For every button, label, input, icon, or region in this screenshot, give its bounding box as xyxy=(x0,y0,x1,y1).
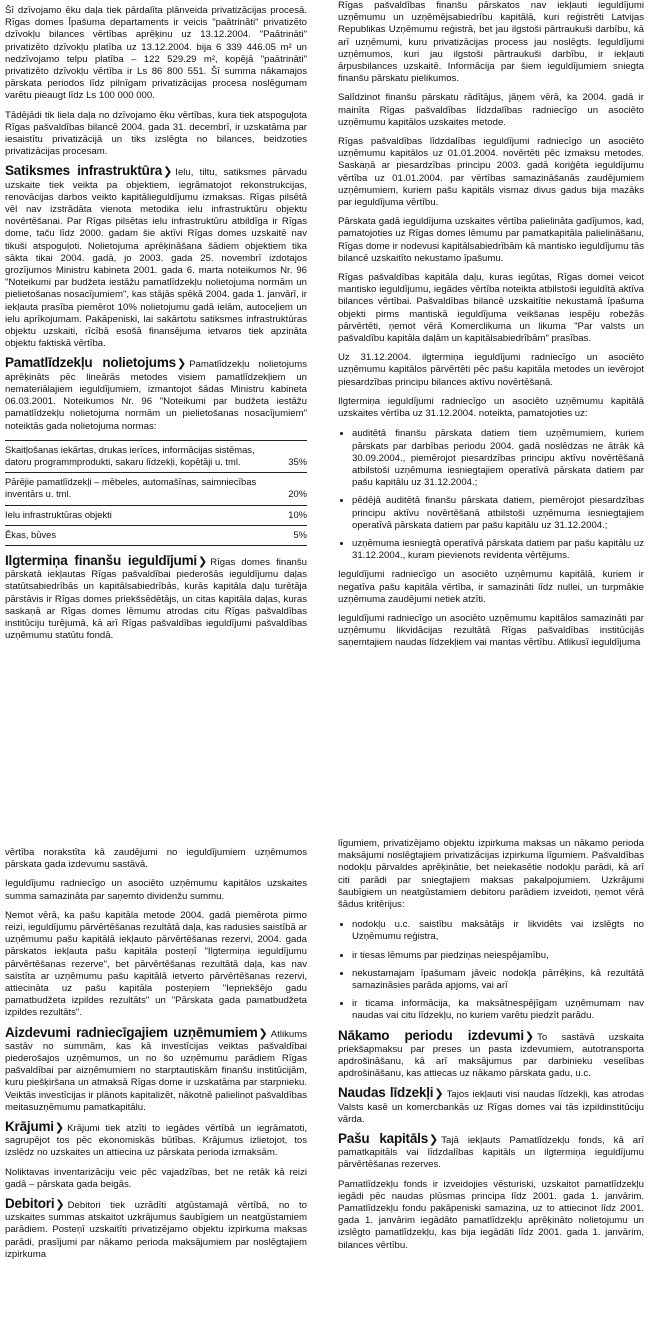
table-cell-item: Ielu infrastruktūras objekti xyxy=(5,505,271,525)
arrow-icon: ❯ xyxy=(55,1199,65,1212)
paragraph: Ieguldījumi radniecīgo un asociēto uzņēmumu kapitālos samazināti par uzņēmumu likvidācijas rezultātā Rīgas pašvaldības institūcijās saņemtajiem naudas līdzekļiem vai mantas vērtību. Atlikusī ieguldījuma xyxy=(338,612,644,649)
table-row xyxy=(5,473,307,505)
section-text: Tajā iekļauts Pamatlīdzekļu fonds, kā arī pamatkapitāls vai līdzdalības kapitāls un ilgtermiņa ieguldījumu pārvērtēšanas rezerves. xyxy=(338,1135,644,1171)
list-item: • ir tiesas lēmums par piedziņas neiespējamību, xyxy=(352,949,644,962)
section-debtors xyxy=(5,1198,307,1261)
section-heading: Krājumi xyxy=(5,1119,54,1135)
valuation-basis-list xyxy=(338,427,644,562)
section-equity xyxy=(338,1133,644,1172)
column-3 xyxy=(5,847,307,1317)
criteria-list xyxy=(338,918,644,1022)
section-text: Rīgas domes finanšu pārskatā iekļautas Rīgas pašvaldībai piederošās ieguldījumu daļas statūtsabiedrībās un kapitālsabiedrībās, kurās kapitāla daļu turētāja pārstāvis ir Rīgas domes priekšsēdētājs, un citas kapitāla daļas, kuras saskaņā ar Rīgas domes lēmumu atrodas citu Rīgas pašvaldības institūciju turējumā, kā arī Rīgas pašvaldības ieguldījumi pašvaldības uzņēmumu statūtu fondā. xyxy=(5,556,307,642)
paragraph: Pārskata gadā ieguldījuma uzskaites vērtība palielināta gadījumos, kad, pamatojoties uz Rīgas domes lēmumu par pamatkapitāla palielināšanu, Rīgas dome ir nodevusi kapitālsabiedrībām kā mantisko ieguldījumu tās bilancē uzskaitīto nekustamo īpašumu. xyxy=(338,216,644,264)
section-prepaid-expenses xyxy=(338,1027,644,1081)
paragraph: Ieguldījumu radniecīgo un asociēto uzņēmumu kapitālos uzskaites summa samazināta par saņemto dividenžu summu. xyxy=(5,878,307,902)
paragraph: Ilgtermiņa ieguldījumi radniecīgo un asociēto uzņēmumu kapitālā uzskaites vērtība uz 31.12.2004. noteikta, pamatojoties uz: xyxy=(338,395,644,420)
table-row xyxy=(5,525,307,545)
arrow-icon: ❯ xyxy=(258,1027,268,1040)
arrow-icon: ❯ xyxy=(434,1088,444,1101)
section-text: Tajos iekļauti visi naudas līdzekļi, kas atrodas Valsts kasē un komercbankās uz Rīgas domes vai tās izpildinstitūciju vārda. xyxy=(338,1089,644,1125)
paragraph: Uz 31.12.2004. ilgtermiņa ieguldījumi radniecīgo un asociēto uzņēmumu kapitālos pārvērtēti pēc pašu kapitāla metodes un ievērojot piesardzības principu bilances aktīvu novērtēšanā. xyxy=(338,352,644,388)
table-cell-item: Skaitļošanas iekārtas, drukas ierīces, informācijas sistēmas, datoru programmprodukti, sakaru līdzekļi, kopētāji u. tml. xyxy=(5,440,271,472)
section-text: Debitori tiek uzrādīti atgūstamajā vērtībā, no to uzskaites summas atskaitot uzkrājumus šaubīgiem un neatgūstamiem parādiem. Posteņī uzskaitīti privatizējamo objektu izpirkuma maksas parādi, prasījumi par nākamo perioda maksājumiem par noslēgtajiem izpirkuma xyxy=(5,1200,307,1260)
section-transport-infrastructure xyxy=(5,165,307,350)
paragraph: Noliktavas inventarizāciju veic pēc vajadzības, bet ne retāk kā reizi gadā – pārskata gada beigās. xyxy=(5,1166,307,1190)
paragraph: Rīgas pašvaldības kapitāla daļu, kuras iegūtas, Rīgas domei veicot mantisko ieguldījumu, iegādes vērtība noteikta atbilstoši ieguldītā aktīva bilances vērtībai. Pašvaldības bilancē uzskaitītie nekustamā īpašuma objekti pirms mantiskā ieguldījuma veikšanas iespēju robežās pārvērtēti, ņemot vērā Komerclikuma un likuma "Par valsts un pašvaldību kapitāla daļām un kapitālsabiedrībām" prasības. xyxy=(338,272,644,345)
section-text: Krājumi tiek atzīti to iegādes vērtībā un iegrāmatoti, sagrupējot tos pēc ekonomiskās būtības. Krājumus izlietojot, tos izslēdz no uzskaites un attiecina uz pārskata perioda izmaksām. xyxy=(5,1123,307,1159)
arrow-icon: ❯ xyxy=(176,358,187,371)
table-cell-rate: 5% xyxy=(271,525,307,545)
paragraph: Tādējādi tik liela daļa no dzīvojamo ēku vērtības, kura tiek atspoguļota Rīgas pašvaldības bilancē 2004. gada 31. decembrī, ir uzskatāma par iesaistītu privatizācijā un tiks izslēgta no bilances, beidzoties privatizācijas procesam. xyxy=(5,109,307,158)
table-cell-item: Pārējie pamatlīdzekļi – mēbeles, automašīnas, saimniecības inventārs u. tml. xyxy=(5,473,271,505)
section-heading: Pašu kapitāls xyxy=(338,1131,429,1147)
paragraph: Ņemot vērā, ka pašu kapitāla metode 2004. gadā piemērota pirmo reizi, ieguldījumu pārvērtēšanas rezultātā daļa, kas radusies saistībā ar uzņēmumu pašu kapitālā iekļauto pārvērtēšanas rezervi, 2004. gada pārskatos iekļauta pašu kapitāla posteņī "Ilgtermiņa ieguldījumu pārvērtēšanas rezerve", bet pārvērtēšanas rezultātā daļa, kas nav saistīta ar uzņēmumu pašu kapitālā ietverto pārvērtēšanas rezervi, attiecināta uz pašu kapitāla posteņiem "Iepriekšējo gadu pamatbudžeta izpildes rezultāts" un "Pārskata gada pamatbudžeta izpildes rezultāts". xyxy=(5,909,307,1019)
paragraph: Ieguldījumi radniecīgo un asociēto uzņēmumu kapitālā, kuriem ir negatīva pašu kapitāla vērtība, ir samazināti līdz nullei, un turpmākie uzņēmuma zaudējumi netiek atzīti. xyxy=(338,569,644,605)
section-heading: Pamatlīdzekļu nolietojums xyxy=(5,355,176,371)
paragraph: vērtība norakstīta kā zaudējumi no ieguldījumiem uzņēmumos pārskata gada izdevumu sastāvā. xyxy=(5,847,307,871)
section-heading: Satiksmes infrastruktūra xyxy=(5,163,163,179)
section-text: Ielu, tiltu, satiksmes pārvadu uzskaite tiek veikta pa objektiem, iegrāmatojot rekonstrukcijas, renovācijas darbos veikto kapitālieguldījumu izmaksas. Rīgas pilsētā vēl nav izstrādāta vienota metodika ielu infrastruktūru objektu novērtēšanai. Par Rīgas pilsētas ielu infrastruktūru atbildīga ir Rīgas dome, taču līdz 2000. gadam šie aktīvi Rīgas domes uzskaitē nav tikuši atspoguļoti. Nolietojuma aprēķināšana šādiem objektiem tika sākta tikai 2004. gadā, jo 2003. gada 25. novembrī izdotajos grozījumos Ministru kabineta 2001. gada 6. marta noteikumos Nr. 96 "Noteikumi par budžeta iestāžu pamatlīdzekļu nolietojuma normām un pielietošanas nosacījumiem", kas stājās spēkā 2004. gada 1. janvārī, ir iekļauta prasība piemērot 10% nolietojumu gadā ielām, autoceļiem un ielu aprīkojumam. Pakāpeniski, lai sakārtotu satiksmes infrastruktūras objektu uzskaiti, rīcībā esošā finansējuma ietvaros tiek apzināta objektu faktiskā vērtība. xyxy=(5,167,307,350)
arrow-icon: ❯ xyxy=(163,166,173,179)
section-inventories xyxy=(5,1121,307,1160)
section-text: Pamatlīdzekļu nolietojums aprēķināts pēc lineārās metodes visiem pamatlīdzekļiem un nemateriālajiem ieguldījumiem, izmantojot šādas Ministru kabineta 06.03.2001. Noteikumos Nr. 96 "Noteikumi par budžeta iestāžu pamatlīdzekļu nolietojuma normām un pielietošanas nosacījumiem" noteiktās gada nolietojuma normas: xyxy=(5,359,307,432)
paragraph: Rīgas pašvaldības līdzdalības ieguldījumi radniecīgo un asociēto uzņēmumu kapitālos uz 01.01.2004. novērtēti pēc izmaksu metodes. Saskaņā ar piesardzības principu 2003. gadā koriģēta ieguldījumu vērtība uz 01.01.2004. par vērtības samazināšanās zaudējumiem uzņēmumiem, kuriem pašu kapitāls vismaz divus gadus bija mazāks par ieguldījuma vērtību. xyxy=(338,136,644,209)
section-heading: Nākamo periodu izdevumi xyxy=(338,1027,524,1043)
list-item: • ir ticama informācija, ka maksātnespējīgam uzņēmumam nav naudas vai citu līdzekļu, no kuriem varētu piedzīt parādu. xyxy=(352,997,644,1022)
table-row xyxy=(5,505,307,525)
paragraph: Šī dzīvojamo ēku daļa tiek pārdalīta plānveida privatizācijas procesā. Rīgas domes Īpašuma departaments ir veicis "paātrināti" privatizēto dzīvokļu bilances vērtības aprēķinu uz 13.12.2004. "Paātrināti" privatizēto dzīvokļu platība uz 13.12.2004. bija 6 339 446.05 m² un nedzīvojamo telpu platība – 122 529.29 m², kopējā "paātrināti" privatizēto dzīvokļu vērtība ir Ls 86 800 551. Šī summa nākamajos pārskata periodos līdz pilnīgam privatizācijas procesa noslēgumam varētu pieaugt līdz Ls 100 000 000. xyxy=(5,5,307,102)
section-cash xyxy=(338,1087,644,1126)
arrow-icon: ❯ xyxy=(54,1122,65,1135)
section-long-term-investments xyxy=(5,552,307,642)
arrow-icon: ❯ xyxy=(197,555,208,568)
section-heading: Aizdevumi radniecīgajiem uzņēmumiem xyxy=(5,1024,258,1040)
list-item: • uzņēmuma iesniegtā operatīvā pārskata datiem par pašu kapitālu uz 31.12.2004., kuram pievienots revidenta vērtējums. xyxy=(352,537,644,562)
paragraph: Pamatlīdzekļu fonds ir izveidojies vēsturiski, uzskaitot pamatlīdzekļu iegādi pēc naudas plūsmas principa līdz 2001. gada 1. janvārim. Pamatlīdzekļu fondu pakāpeniski samazina, uz to attiecinot līdz 2001. gada 1. janvārim iegādāto pamatlīdzekļu aprēķināto nolietojumu un izslēgto pamatlīdzekļu, kas bija iegādāti līdz 2001. gada 1. janvārim, bilances vērtību. xyxy=(338,1178,644,1251)
list-item: • pēdējā auditētā finanšu pārskata datiem, piemērojot piesardzības principu aktīvu novērtēšanā atbilstoši uzņēmuma iesniegtajiem operatīvā pārskata datiem par pašu kapitālu uz 31.12.2004.; xyxy=(352,494,644,532)
section-loans-to-subsidiaries xyxy=(5,1024,307,1114)
section-text: To sastāvā uzskaita priekšapmaksu par preses un pasta izdevumiem, autotransporta apdrošināšanu, kā arī maksājumus par darbinieku veselības apdrošināšanu, kas attiecas uz nākamo pārskata gadu, u.c. xyxy=(338,1031,644,1080)
section-heading: Naudas līdzekļi xyxy=(338,1085,434,1101)
table-row xyxy=(5,440,307,472)
list-item: • auditētā finanšu pārskata datiem tiem uzņēmumiem, kuriem pārskats par darbības periodu 2004. gadā noslēdzas ne ātrāk kā 30.09.2004., piemērojot piesardzības principu aktīvu novērtēšanā atbilstoši uzņēmuma iesniegtajiem operatīvā pārskata datiem par pašu kapitālu uz 31.12.2004.; xyxy=(352,427,644,489)
section-text: Atlikums sastāv no summām, kas kā investīcijas veiktas pašvaldībai piederošajos uzņēmumos, un no šo uzņēmumu parādiem Rīgas pašvaldībai par aizņēmumiem no starptautiskām finanšu institūcijām, kuru piešķiršana un atmaksā Rīgas dome ir uzskatāma par starpnieku. Veiktās investīcijas ir plānots kapitalizēt, nākotnē palielinot pašvaldības meitasuzņēmumu pamatkapitālu. xyxy=(5,1028,307,1113)
section-heading: Debitori xyxy=(5,1196,55,1212)
column-4 xyxy=(338,838,644,1318)
paragraph: Salīdzinot finanšu pārskatu rādītājus, jāņem vērā, ka 2004. gadā ir mainīta Rīgas pašvaldības līdzdalības radniecīgo un asociēto uzņēmumu kapitālos uzskaites metode. xyxy=(338,92,644,128)
section-heading: Ilgtermiņa finanšu ieguldījumi xyxy=(5,552,197,568)
table-cell-rate: 35% xyxy=(271,440,307,472)
paragraph: līgumiem, privatizējamo objektu izpirkuma maksas un nākamo perioda maksājumi noslēgtajiem privatizācijas izpirkuma līgumiem. Pašvaldības nodokļu pārvaldes aprēķinātie, bet neiekasētie nodokļu parādi, kā arī citi parādi par sniegtajiem maksas pakalpojumiem. Uzkrājumi šaubīgiem un neatgūstamiem debitoru parādiem izveidoti, ņemot vērā šādus kritērijus: xyxy=(338,838,644,911)
arrow-icon: ❯ xyxy=(524,1030,535,1043)
section-depreciation xyxy=(5,357,307,432)
depreciation-rates-table xyxy=(5,440,307,546)
table-cell-rate: 10% xyxy=(271,505,307,525)
list-item: • nodokļu u.c. saistību maksātājs ir likvidēts vai izslēgts no Uzņēmumu reģistra, xyxy=(352,918,644,943)
list-item: • nekustamajam īpašumam jāveic nodokļa pārrēķins, kā rezultātā samazināsies parāda apjoms, vai arī xyxy=(352,967,644,992)
table-cell-rate: 20% xyxy=(271,473,307,505)
column-1 xyxy=(5,5,307,800)
column-2 xyxy=(338,0,644,792)
arrow-icon: ❯ xyxy=(429,1134,439,1147)
table-cell-item: Ēkas, būves xyxy=(5,525,271,545)
paragraph: Rīgas pašvaldības finanšu pārskatos nav iekļauti ieguldījumi uzņēmumu un uzņēmējsabiedrību kapitālā, kuri reģistrēti Latvijas Republikas Uzņēmumu reģistrā, bet jau ilgstoši pārtraukuši darbību, kā arī uzņēmumi, kuru privatizācijas process jau noslēgts. Ieguldījumi uzņēmumos, kuri jau ilgstoši pārtraukuši darbību, ir iekļauti ārpusbilances uzskaitē. Informācija par šiem ieguldījumiem sniegta finanšu pārskatu pielikumos. xyxy=(338,0,644,85)
